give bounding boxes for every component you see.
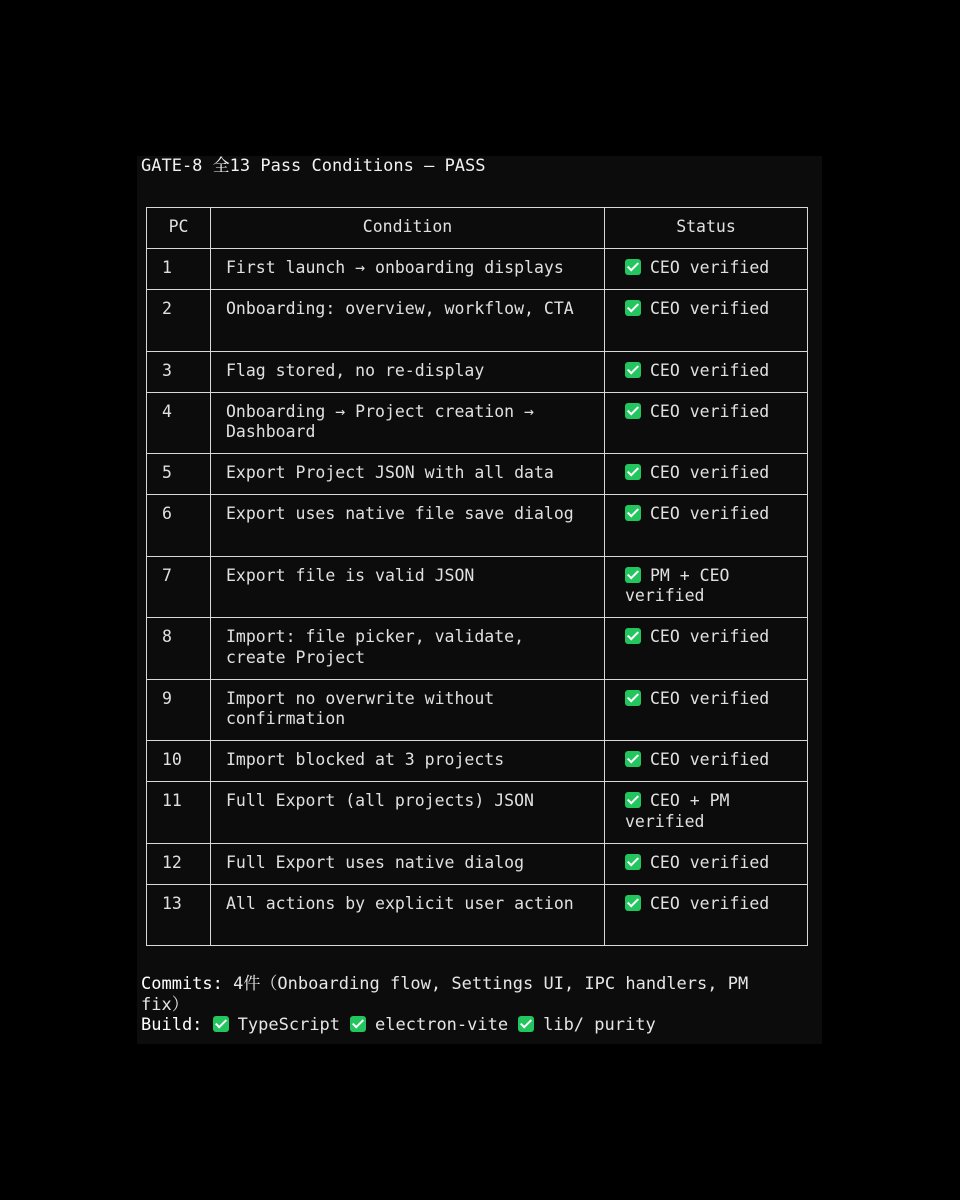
- check-icon: [625, 567, 641, 583]
- check-icon: [625, 690, 641, 706]
- pc-number: 7: [147, 556, 211, 618]
- status-text: CEO verified: [650, 893, 770, 913]
- condition-text: Import: file picker, validate, create Project: [211, 618, 605, 680]
- condition-text: Onboarding → Project creation → Dashboard: [211, 392, 605, 454]
- status-cell: [605, 290, 808, 352]
- table-row: [147, 392, 808, 454]
- status-cell: [605, 249, 808, 290]
- check-icon: [625, 362, 641, 378]
- table-row: [147, 249, 808, 290]
- pc-number: 11: [147, 782, 211, 844]
- build-label: Build:: [141, 1015, 203, 1035]
- check-icon: [625, 464, 641, 480]
- check-icon: [625, 628, 641, 644]
- condition-text: Export file is valid JSON: [211, 556, 605, 618]
- table-row: [147, 782, 808, 844]
- condition-text: Export Project JSON with all data: [211, 454, 605, 495]
- condition-text: Full Export uses native dialog: [211, 843, 605, 884]
- status-cell: [605, 741, 808, 782]
- status-text: CEO verified: [650, 258, 770, 277]
- table-row: [147, 618, 808, 680]
- pc-number: 10: [147, 741, 211, 782]
- check-icon: [625, 792, 641, 808]
- table-row: [147, 843, 808, 884]
- status-text: CEO verified: [650, 401, 770, 421]
- commits-label: Commits:: [141, 974, 223, 994]
- pc-number: 2: [147, 290, 211, 352]
- status-text: CEO verified: [650, 299, 770, 318]
- condition-text: Import no overwrite without confirmation: [211, 679, 605, 741]
- check-icon: [518, 1016, 534, 1032]
- check-icon: [625, 300, 641, 316]
- status-text: CEO verified: [650, 504, 770, 523]
- pc-number: 9: [147, 679, 211, 741]
- status-cell: [605, 884, 808, 946]
- table-row: [147, 495, 808, 557]
- header-condition: Condition: [211, 208, 605, 249]
- status-text: CEO verified: [650, 463, 770, 482]
- condition-text: Full Export (all projects) JSON: [211, 782, 605, 844]
- condition-text: First launch → onboarding displays: [211, 249, 605, 290]
- status-cell: [605, 782, 808, 844]
- pass-conditions-table: [146, 207, 808, 946]
- condition-text: Onboarding: overview, workflow, CTA: [211, 290, 605, 352]
- status-cell: [605, 351, 808, 392]
- table-row: [147, 556, 808, 618]
- summary-footer: [141, 974, 791, 1036]
- status-text: CEO verified: [650, 852, 770, 872]
- build-line: [141, 1015, 791, 1036]
- table-row: [147, 351, 808, 392]
- status-cell: [605, 843, 808, 884]
- pc-number: 5: [147, 454, 211, 495]
- status-text: CEO verified: [650, 360, 770, 380]
- condition-text: Import blocked at 3 projects: [211, 741, 605, 782]
- status-cell: [605, 618, 808, 680]
- check-icon: [350, 1016, 366, 1032]
- message-panel: [137, 156, 822, 1044]
- pc-number: 12: [147, 843, 211, 884]
- status-cell: [605, 454, 808, 495]
- header-status: Status: [605, 208, 808, 249]
- check-icon: [625, 895, 641, 911]
- status-cell: [605, 679, 808, 741]
- check-icon: [625, 854, 641, 870]
- pc-number: 4: [147, 392, 211, 454]
- check-icon: [213, 1016, 229, 1032]
- gate-title: GATE-8 全13 Pass Conditions — PASS: [141, 156, 486, 176]
- build-item: lib/ purity: [543, 1015, 656, 1035]
- status-text: CEO + PM verified: [625, 791, 730, 831]
- table-row: [147, 454, 808, 495]
- condition-text: Flag stored, no re-display: [211, 351, 605, 392]
- pc-number: 3: [147, 351, 211, 392]
- table-row: [147, 290, 808, 352]
- check-icon: [625, 403, 641, 419]
- pc-number: 6: [147, 495, 211, 557]
- pc-number: 8: [147, 618, 211, 680]
- table-row: [147, 741, 808, 782]
- build-item: TypeScript: [237, 1015, 341, 1035]
- status-text: CEO verified: [650, 627, 770, 646]
- table-row: [147, 679, 808, 741]
- commits-value: 4件（Onboarding flow, Settings UI, IPC handlers, PM fix）: [141, 974, 749, 1015]
- table-header-row: [147, 208, 808, 249]
- table-row: [147, 884, 808, 946]
- check-icon: [625, 751, 641, 767]
- condition-text: All actions by explicit user action: [211, 884, 605, 946]
- check-icon: [625, 505, 641, 521]
- status-cell: [605, 495, 808, 557]
- condition-text: Export uses native file save dialog: [211, 495, 605, 557]
- status-cell: [605, 392, 808, 454]
- status-text: CEO verified: [650, 750, 770, 769]
- commits-line: [141, 974, 791, 1015]
- header-pc: PC: [147, 208, 211, 249]
- status-cell: [605, 556, 808, 618]
- status-text: PM + CEO verified: [625, 565, 730, 605]
- status-text: CEO verified: [650, 688, 770, 708]
- check-icon: [625, 259, 641, 275]
- pc-number: 13: [147, 884, 211, 946]
- build-item: electron-vite: [375, 1015, 509, 1035]
- pc-number: 1: [147, 249, 211, 290]
